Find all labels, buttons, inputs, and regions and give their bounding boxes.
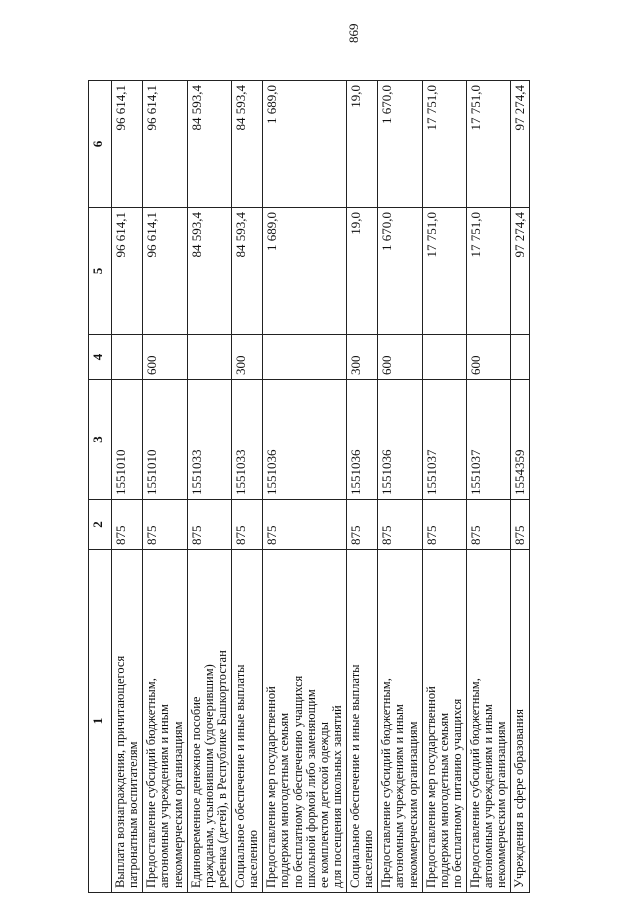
table-row <box>467 81 511 893</box>
table-row <box>378 81 422 893</box>
description-line: поддержки многодетным семьям <box>277 712 292 888</box>
table-body <box>112 81 530 893</box>
section-code-cell: 875 <box>263 500 347 550</box>
row-description <box>347 550 378 893</box>
expense-type-cell <box>511 335 530 380</box>
row-description <box>467 550 511 893</box>
description-line: Социальное обеспечение и иные выплаты <box>348 664 362 888</box>
page-number: 869 <box>345 23 361 43</box>
amount-cell-col6: 19,0 <box>347 81 378 208</box>
column-header-2: 2 <box>89 500 112 550</box>
description-line: школьной формой либо заменяющим <box>303 689 318 888</box>
description-line: Предоставление мер государственной <box>423 686 438 888</box>
section-code-cell: 875 <box>143 500 187 550</box>
description-line: ребенка (детей), в Республике Башкортостан <box>214 650 229 888</box>
target-article-cell: 1551036 <box>347 380 378 500</box>
description-line: по бесплатному обеспечению учащихся <box>290 675 305 888</box>
section-code-cell: 875 <box>511 500 530 550</box>
target-article-cell: 1554359 <box>511 380 530 500</box>
description-line: для посещения школьных занятий <box>329 705 344 888</box>
description-line: поддержки многодетным семьям <box>436 712 451 888</box>
section-code-cell: 875 <box>422 500 466 550</box>
amount-cell-col6: 84 593,4 <box>187 81 231 208</box>
table-row <box>232 81 263 893</box>
amount-cell-col5: 17 751,0 <box>467 208 511 335</box>
column-header-4: 4 <box>89 335 112 380</box>
expense-type-cell <box>263 335 347 380</box>
section-code-cell: 875 <box>187 500 231 550</box>
section-code-cell: 875 <box>232 500 263 550</box>
amount-cell-col5: 97 274,4 <box>511 208 530 335</box>
amount-cell-col5: 84 593,4 <box>232 208 263 335</box>
table-row <box>187 81 231 893</box>
amount-cell-col6: 17 751,0 <box>467 81 511 208</box>
description-line: Предоставление мер государственной <box>264 686 279 888</box>
description-line: по бесплатному питанию учащихся <box>449 698 464 888</box>
amount-cell-col5: 84 593,4 <box>187 208 231 335</box>
target-article-cell: 1551033 <box>232 380 263 500</box>
description-line: некоммерческим организациям <box>170 721 185 888</box>
description-line: патронатным воспитателям <box>126 741 141 888</box>
row-description <box>187 550 231 893</box>
table-row <box>347 81 378 893</box>
amount-cell-col6: 84 593,4 <box>232 81 263 208</box>
target-article-cell: 1551010 <box>112 380 143 500</box>
row-description <box>112 550 143 893</box>
amount-cell-col5: 96 614,1 <box>143 208 187 335</box>
column-header-1: 1 <box>89 550 112 893</box>
row-description <box>143 550 187 893</box>
row-description <box>232 550 263 893</box>
amount-cell-col6: 1 689,0 <box>263 81 347 208</box>
amount-cell-col6: 1 670,0 <box>378 81 422 208</box>
target-article-cell: 1551033 <box>187 380 231 500</box>
description-line: Учреждения в сфере образования <box>512 709 527 888</box>
target-article-cell: 1551036 <box>263 380 347 500</box>
row-description <box>422 550 466 893</box>
expense-type-cell: 300 <box>232 335 263 380</box>
row-description <box>263 550 347 893</box>
description-line: некоммерческим организациям <box>405 721 420 888</box>
target-article-cell: 1551036 <box>378 380 422 500</box>
description-line: Выплата вознаграждения, причитающегося <box>113 655 127 888</box>
description-line: некоммерческим организациям <box>494 721 509 888</box>
description-line: ее комплектом детской одежды <box>316 721 331 888</box>
amount-cell-col5: 1 670,0 <box>378 208 422 335</box>
amount-cell-col6: 17 751,0 <box>422 81 466 208</box>
target-article-cell: 1551010 <box>143 380 187 500</box>
description-line: гражданам, усыновившим (удочерившим) <box>201 664 216 888</box>
description-line: населению <box>361 830 376 888</box>
amount-cell-col5: 19,0 <box>347 208 378 335</box>
section-code-cell: 875 <box>467 500 511 550</box>
section-code-cell: 875 <box>378 500 422 550</box>
budget-table <box>88 80 530 893</box>
column-header-3: 3 <box>89 380 112 500</box>
section-code-cell: 875 <box>112 500 143 550</box>
description-line: автономным учреждениям и иным <box>157 704 172 888</box>
expense-type-cell: 600 <box>378 335 422 380</box>
header-row <box>89 81 112 893</box>
expense-type-cell <box>112 335 143 380</box>
description-line: Предоставление субсидий бюджетным, <box>468 678 482 888</box>
target-article-cell: 1551037 <box>422 380 466 500</box>
description-line: Социальное обеспечение и иные выплаты <box>233 664 247 888</box>
column-header-6: 6 <box>89 81 112 208</box>
rotated-table-container <box>88 81 578 893</box>
table-row <box>112 81 143 893</box>
expense-type-cell <box>187 335 231 380</box>
expense-type-cell <box>422 335 466 380</box>
description-line: Предоставление субсидий бюджетным, <box>379 678 394 888</box>
table-row <box>511 81 530 893</box>
description-line: населению <box>246 830 261 888</box>
amount-cell-col5: 1 689,0 <box>263 208 347 335</box>
table-row <box>422 81 466 893</box>
amount-cell-col6: 97 274,4 <box>511 81 530 208</box>
row-description <box>511 550 530 893</box>
amount-cell-col5: 17 751,0 <box>422 208 466 335</box>
expense-type-cell: 600 <box>143 335 187 380</box>
description-line: Единовременное денежное пособие <box>188 696 203 888</box>
description-line: автономным учреждениям и иным <box>481 704 496 888</box>
section-code-cell: 875 <box>347 500 378 550</box>
amount-cell-col6: 96 614,1 <box>143 81 187 208</box>
table-row <box>263 81 347 893</box>
description-line: Предоставление субсидий бюджетным, <box>144 678 159 888</box>
row-description <box>378 550 422 893</box>
target-article-cell: 1551037 <box>467 380 511 500</box>
expense-type-cell: 600 <box>467 335 511 380</box>
expense-type-cell: 300 <box>347 335 378 380</box>
description-line: автономным учреждениям и иным <box>392 704 407 888</box>
column-header-5: 5 <box>89 208 112 335</box>
amount-cell-col6: 96 614,1 <box>112 81 143 208</box>
amount-cell-col5: 96 614,1 <box>112 208 143 335</box>
table-row <box>143 81 187 893</box>
